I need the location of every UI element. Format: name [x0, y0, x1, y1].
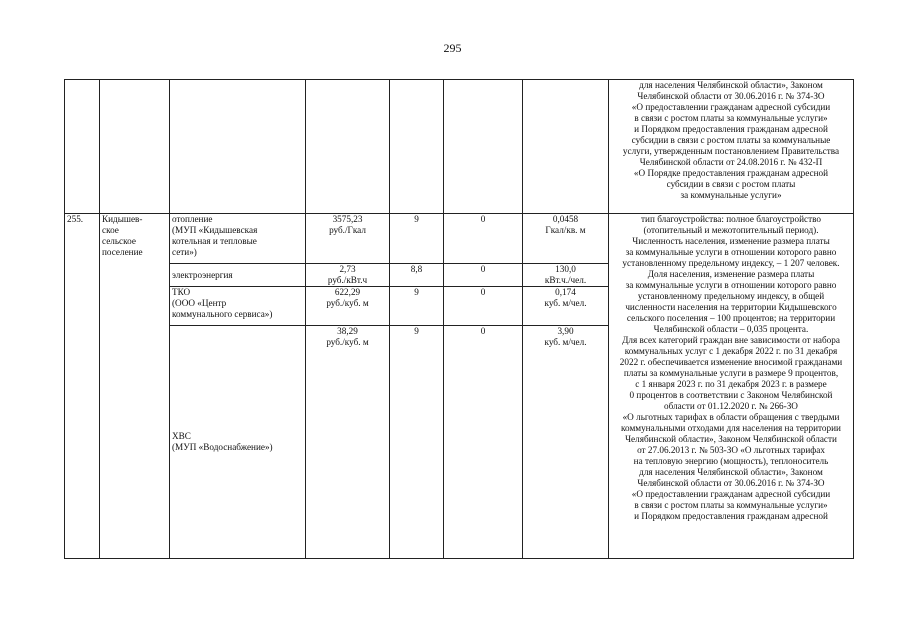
- note-line: установленному предельному индексу, – 1 207 человек.: [622, 258, 840, 268]
- note-line: «О льготных тарифах в области обращения с твердыми: [622, 412, 840, 422]
- note-line: от 27.06.2013 г. № 503-ЗО «О льготных тарифах: [637, 445, 825, 455]
- tariff-value: 2,73: [339, 264, 356, 274]
- zero-cell: 0: [444, 326, 523, 559]
- entry-note: [609, 214, 854, 559]
- increase-cell: 9: [390, 326, 444, 559]
- service-name: [170, 287, 306, 326]
- note-line: сельского поселения – 100 процентов; на территории: [626, 313, 836, 323]
- note-line: в связи с ростом платы за коммунальные услуги»: [634, 113, 828, 123]
- cell-increase-empty: [390, 80, 444, 214]
- note-line: с 1 января 2023 г. по 31 декабря 2023 г. в размере: [635, 379, 827, 389]
- municipality-line: ское: [102, 225, 119, 235]
- note-line: для населения Челябинской области», Законом: [639, 467, 823, 477]
- note-line: «О предоставлении гражданам адресной субсидии: [631, 102, 831, 112]
- norm-cell: [523, 264, 609, 287]
- note-line: Численность населения, изменение размера платы: [632, 236, 830, 246]
- note-line: Челябинской области от 30.06.2016 г. № 374-ЗО: [637, 91, 825, 101]
- note-line: Для всех категорий граждан вне зависимости от набора: [622, 335, 840, 345]
- note-line: «О Порядке предоставления гражданам адресной: [633, 168, 829, 178]
- note-line: «О предоставлении гражданам адресной субсидии: [631, 489, 831, 499]
- tariff-value: 3575,23: [332, 214, 363, 224]
- zero-cell: 0: [444, 214, 523, 264]
- municipality-line: сельское: [102, 236, 136, 246]
- norm-cell: [523, 326, 609, 559]
- note-line: Челябинской области от 24.08.2016 г. № 432-П: [639, 157, 823, 167]
- cell-tariff-empty: [306, 80, 390, 214]
- tariff-unit: руб./Гкал: [329, 225, 366, 235]
- note-line: тип благоустройства: полное благоустройство: [641, 214, 821, 224]
- zero-cell: 0: [444, 287, 523, 326]
- note-line: численности населения на территории Кидышевского: [625, 302, 837, 312]
- table-row-heating: [65, 214, 854, 264]
- service-name: [170, 264, 306, 287]
- cell-zero-empty: [444, 80, 523, 214]
- note-line: для населения Челябинской области», Законом: [639, 80, 823, 90]
- note-line: и Порядком предоставления гражданам адресной: [634, 124, 828, 134]
- norm-unit: куб. м/чел.: [544, 298, 587, 308]
- norm-value: 130,0: [555, 264, 576, 274]
- tariff-cell: [306, 326, 390, 559]
- service-line: (ООО «Центр: [172, 298, 227, 308]
- note-line: Челябинской области», Законом Челябинской области: [625, 434, 837, 444]
- norm-value: 3,90: [557, 326, 574, 336]
- tariff-table: [64, 79, 854, 559]
- continuation-row: [65, 80, 854, 214]
- note-line: на тепловую энергию (мощность), теплоноситель: [633, 456, 829, 466]
- municipality-line: поселение: [102, 247, 143, 257]
- note-line: и Порядком предоставления гражданам адресной: [634, 511, 828, 521]
- note-line: услуги, утвержденным постановлением Правительства: [622, 146, 840, 156]
- note-line: Челябинской области от 30.06.2016 г. № 374-ЗО: [637, 478, 825, 488]
- increase-cell: 9: [390, 214, 444, 264]
- note-line: платы за коммунальные услуги в размере 9 процентов,: [623, 368, 839, 378]
- entry-number: 255.: [65, 214, 100, 559]
- cell-norm-empty: [523, 80, 609, 214]
- zero-cell: 0: [444, 264, 523, 287]
- municipality-line: Кидышев-: [102, 214, 143, 224]
- norm-cell: [523, 214, 609, 264]
- service-line: ТКО: [172, 287, 191, 297]
- service-line: ХВС: [172, 431, 191, 441]
- note-line: Челябинской области – 0,035 процента.: [653, 324, 809, 334]
- service-line: отопление: [172, 214, 213, 224]
- increase-cell: 9: [390, 287, 444, 326]
- tariff-cell: [306, 214, 390, 264]
- note-line: за коммунальные услуги»: [680, 190, 782, 200]
- note-line: за коммунальные услуги в отношении которого равно: [625, 280, 837, 290]
- note-line: установленному предельному индексу, в общей: [637, 291, 825, 301]
- tariff-value: 622,29: [334, 287, 361, 297]
- service-line: котельная и тепловые: [172, 236, 257, 246]
- service-line: (МУП «Кидышевская: [172, 225, 258, 235]
- note-line: в связи с ростом платы за коммунальные услуги»: [634, 500, 828, 510]
- note-line: Доля населения, изменение размера платы: [647, 269, 815, 279]
- service-name: [170, 326, 306, 559]
- continuation-note: [609, 80, 854, 214]
- note-line: за коммунальные услуги в отношении которого равно: [625, 247, 837, 257]
- norm-value: 0,0458: [552, 214, 579, 224]
- norm-unit: Гкал/кв. м: [545, 225, 586, 235]
- cell-municipality-empty: [100, 80, 170, 214]
- tariff-value: 38,29: [337, 326, 358, 336]
- service-line: электроэнергия: [172, 269, 233, 280]
- tariff-cell: [306, 287, 390, 326]
- service-line: коммунального сервиса»): [172, 309, 273, 319]
- service-name: [170, 214, 306, 264]
- note-line: субсидии в связи с ростом платы: [666, 179, 796, 189]
- service-line: сети»): [172, 247, 197, 257]
- cell-service-empty: [170, 80, 306, 214]
- note-line: коммунальными отходами для населения на территории: [621, 423, 841, 433]
- tariff-unit: руб./куб. м: [326, 337, 369, 347]
- tariff-unit: руб./кВт.ч: [327, 275, 368, 285]
- note-line: 2022 г. обеспечивается изменение вносимой гражданами: [619, 357, 843, 367]
- increase-cell: 8,8: [390, 264, 444, 287]
- note-line: коммунальных услуг с 1 декабря 2022 г. по 31 декабря: [624, 346, 838, 356]
- norm-value: 0,174: [555, 287, 576, 297]
- norm-unit: кВт.ч./чел.: [544, 275, 587, 285]
- tariff-unit: руб./куб. м: [326, 298, 369, 308]
- service-line: (МУП «Водоснабжение»): [172, 442, 273, 452]
- note-line: области от 01.12.2020 г. № 266-ЗО: [664, 401, 798, 411]
- tariff-cell: [306, 264, 390, 287]
- cell-number-empty: [65, 80, 100, 214]
- note-line: 0 процентов в соответствии с Законом Челябинской: [629, 390, 833, 400]
- note-line: (отопительный и межотопительный период).: [643, 225, 819, 235]
- note-line: субсидии в связи с ростом платы за коммунальные: [631, 135, 831, 145]
- page-number: 295: [443, 41, 462, 55]
- entry-municipality: [100, 214, 170, 559]
- norm-unit: куб. м/чел.: [544, 337, 587, 347]
- norm-cell: [523, 287, 609, 326]
